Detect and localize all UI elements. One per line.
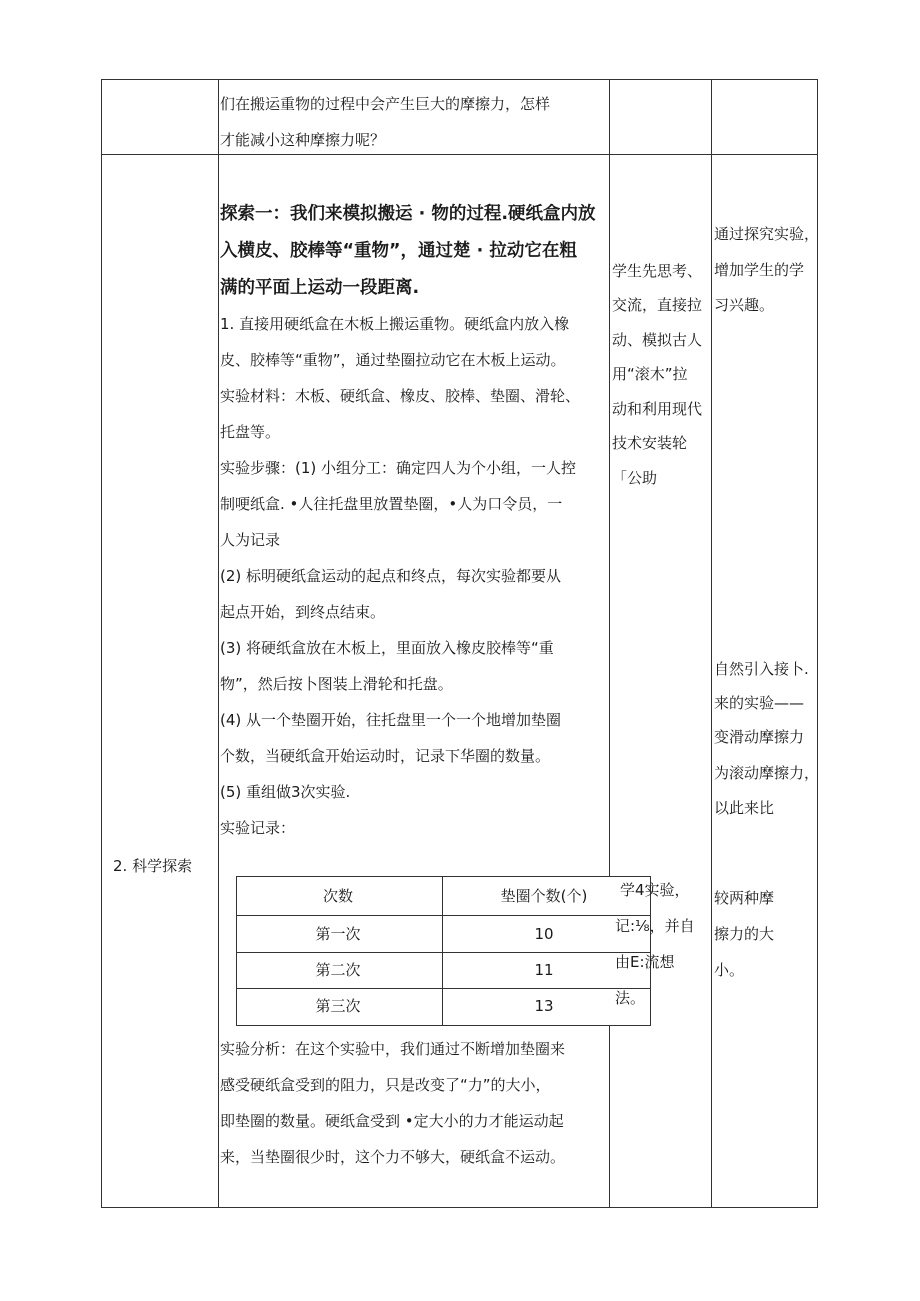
student-activity-overflow-line-3: 由E:流想 (615, 953, 675, 971)
section-label: 2. 科学探索 (113, 857, 193, 875)
body-line-7: 人为记录 (220, 531, 281, 549)
student-activity-line-2: 交流，直接拉 (612, 296, 703, 314)
purpose-bottom-2-line-3: 小。 (714, 961, 745, 979)
explore-heading-line-1: 探索一：我们来模拟搬运 · 物的过程.硬纸盒内放 (220, 204, 596, 224)
record-row-1-value: 10 (534, 925, 554, 943)
record-table-left (236, 876, 237, 1026)
body-line-8: (2) 标明硬纸盒运动的起点和终点，每次实验都要从 (220, 567, 562, 585)
record-row-3-label: 第三次 (315, 997, 361, 1015)
purpose-top-line-3: 习兴趣。 (714, 296, 775, 314)
body-line-2: 皮、胶棒等“重物”，通过垫圈拉动它在木板上运动。 (220, 351, 566, 369)
purpose-bottom-line-3: 变滑动摩擦力 (714, 728, 805, 746)
column-divider-1 (218, 79, 219, 1208)
analysis-line-4: 来，当垫圈很少时，这个力不够大，硬纸盒不运动。 (220, 1148, 566, 1166)
analysis-line-2: 感受硬纸盒受到的阻力，只是改变了“力”的大小， (220, 1076, 551, 1094)
student-activity-line-3: 动、模拟古人 (612, 331, 703, 349)
student-activity-line-4: 用“滚木”拉 (612, 365, 688, 383)
column-divider-3 (711, 79, 712, 1208)
body-line-9: 起点开始，到终点结束。 (220, 603, 386, 621)
body-line-12: (4) 从一个垫圈开始，往托盘里一个一个地增加垫圈 (220, 711, 562, 729)
record-table-bottom (236, 1025, 651, 1026)
purpose-top-line-1: 通过探究实验， (714, 225, 820, 243)
record-header-count: 次数 (322, 887, 353, 905)
body-line-3: 实验材料：木板、硬纸盒、橡皮、胶棒、垫圈、滑轮、 (220, 387, 581, 405)
purpose-bottom-line-2: 来的实验—— (714, 694, 805, 712)
body-line-11: 物”，然后按卜图装上滑轮和托盘。 (220, 675, 453, 693)
record-row-3-value: 13 (534, 997, 554, 1015)
purpose-bottom-line-1: 自然引入接卜. (714, 660, 809, 678)
top-row-line-2: 才能减小这种摩擦力呢？ (220, 131, 386, 149)
body-line-1: 1. 直接用硬纸盒在木板上搬运重物。硬纸盒内放入橡 (220, 315, 570, 333)
body-line-10: (3) 将硬纸盒放在木板上，里面放入橡皮胶棒等“重 (220, 639, 554, 657)
top-row-line-1: 们在搬运重物的过程中会产生巨大的摩擦力，怎样 (220, 95, 551, 113)
student-activity-line-6: 技术安装轮 (612, 434, 688, 452)
purpose-bottom-2-line-2: 擦力的大 (714, 925, 775, 943)
body-line-4: 托盘等。 (220, 423, 281, 441)
purpose-bottom-line-5: 以此来比 (714, 799, 775, 817)
student-activity-line-7: 「公助 (612, 469, 658, 487)
record-table-middle (442, 876, 443, 1026)
body-line-5: 实验步骤：(1) 小组分工：确定四人为个小组，一人控 (220, 459, 577, 477)
record-table-top (236, 876, 651, 877)
body-line-6: 制哽纸盒. •人往托盘里放置垫圈，•人为口令员，一 (220, 495, 563, 513)
explore-heading-line-2: 入横皮、胶棒等“重物”，通过楚 · 拉动它在粗 (220, 241, 577, 261)
column-divider-2-lower (609, 1025, 610, 1208)
student-activity-overflow-line-4: 法。 (615, 989, 646, 1007)
student-activity-line-5: 动和利用现代 (612, 400, 703, 418)
analysis-line-1: 实验分析：在这个实验中，我们通过不断增加垫圈来 (220, 1040, 566, 1058)
purpose-top-line-2: 增加学生的学 (714, 261, 805, 279)
table-left-border (101, 79, 102, 1208)
purpose-bottom-line-4: 为滚动摩擦力， (714, 764, 820, 782)
student-activity-line-1: 学生先思考、 (612, 262, 703, 280)
body-line-15: 实验记录： (220, 819, 296, 837)
explore-heading-line-3: 满的平面上运动一段距离. (220, 278, 420, 298)
analysis-line-3: 即垫圈的数量。硬纸盒受到 •定大小的力才能运动起 (220, 1112, 564, 1130)
student-activity-overflow-line-2: 记:⅛，并自 (615, 917, 695, 935)
body-line-14: (5) 重组做3次实验. (220, 783, 351, 801)
purpose-bottom-2-line-1: 较两种摩 (714, 889, 775, 907)
record-row-2-label: 第二次 (315, 961, 361, 979)
column-divider-2 (609, 79, 610, 876)
body-line-13: 个数，当硬纸盒开始运动时，记录下华圈的数量。 (220, 747, 551, 765)
record-row-1-label: 第一次 (315, 925, 361, 943)
record-row-2-value: 11 (534, 961, 554, 979)
record-header-washers: 垫圈个数(个) (500, 887, 588, 905)
student-activity-overflow-line-1: 学4实验， (620, 881, 690, 899)
